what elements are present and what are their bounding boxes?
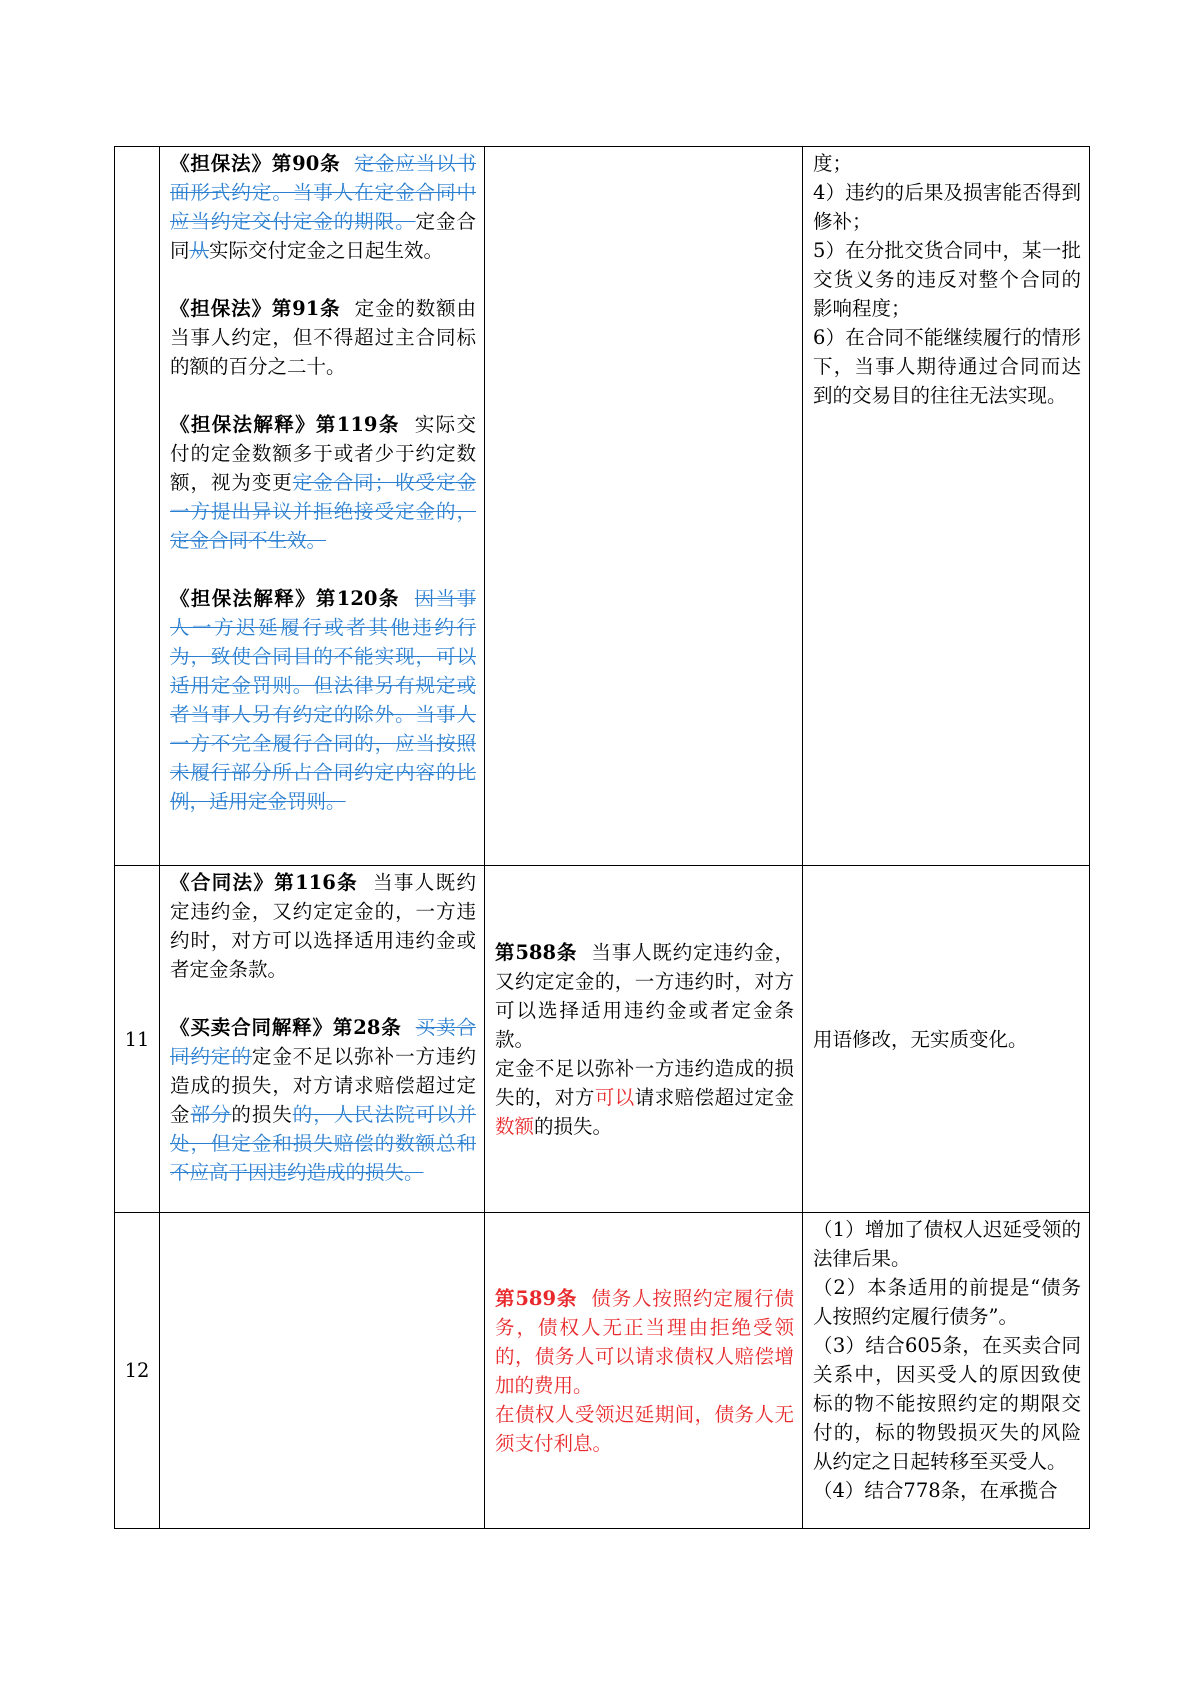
old-article-paragraph: 《担保法解释》第119条 实际交付的定金数额多于或者少于约定数额，视为变更定金合同；收受定金一方提出异议并拒绝接受定金的，定金合同不生效。 (170, 413, 476, 552)
old-article-paragraph: 《买卖合同解释》第28条 买卖合同约定的定金不足以弥补一方违约造成的损失，对方请求赔偿超过定金部分的损失的，人民法院可以并处，但定金和损失赔偿的数额总和不应高于因违约造成的损失。 (170, 1016, 476, 1184)
article-title: 第588条 (495, 940, 578, 964)
note-line: 6）在合同不能继续履行的情形下，当事人期待通过合同而达到的交易目的往往无法实现。 (813, 326, 1081, 407)
inserted-text: 数额 (495, 1114, 535, 1138)
note-line: （4）结合778条，在承揽合 (813, 1479, 1058, 1502)
row-number-cell (115, 866, 160, 1213)
old-article-paragraph: 《担保法》第91条 定金的数额由当事人约定，但不得超过主合同标的额的百分之二十。 (170, 297, 476, 378)
deleted-text: 买卖合同约定的 (170, 1016, 476, 1068)
table-row (115, 866, 1090, 1213)
old-article-paragraph: 《担保法》第90条 定金应当以书面形式约定。当事人在定金合同中应当约定交付定金的期限。定金合同从实际交付定金之日起生效。 (170, 152, 476, 262)
new-article-paragraph: 第588条 当事人既约定违约金，又约定定金的，一方违约时，对方可以选择适用违约金或者定金条款。 (495, 940, 794, 1051)
new-law-cell (485, 147, 803, 866)
note-line: 度； (813, 152, 853, 175)
old-law-cell (160, 1213, 485, 1529)
new-article-paragraph: 在债权人受领迟延期间，债务人无须支付利息。 (495, 1402, 794, 1455)
old-article-paragraph (170, 584, 476, 816)
new-law-cell (485, 1213, 803, 1529)
article-title: 《担保法解释》第120条 (170, 587, 400, 610)
row-number: 11 (124, 1027, 150, 1051)
row-number-cell (115, 147, 160, 866)
article-title: 《合同法》第116条 (170, 871, 358, 894)
table-row (115, 147, 1090, 866)
new-law-cell (485, 866, 803, 1213)
article-title: 《担保法解释》第119条 (170, 413, 400, 436)
note-cell (803, 866, 1090, 1213)
note-cell (803, 147, 1090, 866)
note-line: （2）本条适用的前提是“债务人按照约定履行债务”。 (813, 1276, 1081, 1328)
article-title: 《买卖合同解释》第28条 (170, 1016, 402, 1039)
note-line: （1）增加了债权人迟延受领的法律后果。 (813, 1218, 1081, 1270)
new-article-paragraph: 定金不足以弥补一方违约造成的损失的，对方可以请求赔偿超过定金数额的损失。 (495, 1056, 794, 1138)
new-article-paragraph: 第589条 债务人按照约定履行债务，债权人无正当理由拒绝受领的，债务人可以请求债权人赔偿增加的费用。 (495, 1286, 794, 1397)
old-law-cell (160, 866, 485, 1213)
old-law-cell (160, 147, 485, 866)
article-title: 《担保法》第90条 (170, 152, 341, 175)
note-cell (803, 1213, 1090, 1529)
inserted-text: 可以 (594, 1085, 635, 1109)
note-line: 5）在分批交货合同中，某一批交货义务的违反对整个合同的影响程度； (813, 239, 1081, 320)
deleted-text: 定金合同；收受定金一方提出异议并拒绝接受定金的，定金合同不生效。 (170, 471, 476, 552)
note-line: （3）结合605条，在买卖合同关系中，因买受人的原因致使标的物不能按照约定的期限交付的，标的物毁损灭失的风险从约定之日起转移至买受人。 (813, 1334, 1081, 1473)
note-line: 4）违约的后果及损害能否得到修补； (813, 181, 1081, 233)
table-row (115, 1213, 1090, 1529)
article-title: 第589条 (495, 1286, 578, 1310)
article-title: 《担保法》第91条 (170, 297, 341, 320)
note-text: 用语修改，无实质变化。 (813, 1027, 1028, 1051)
deleted-text: 定金应当以书面形式约定。当事人在定金合同中应当约定交付定金的期限。 (170, 152, 476, 233)
comparison-table (114, 146, 1090, 1529)
deleted-text: 因当事人一方迟延履行或者其他违约行为，致使合同目的不能实现，可以适用定金罚则。但法律另有规定或者当事人另有约定的除外。当事人一方不完全履行合同的，应当按照未履行部分所占合同约定内容的比例，适用定金罚则。 (170, 587, 476, 813)
old-article-paragraph: 《合同法》第116条 当事人既约定违约金，又约定定金的，一方违约时，对方可以选择适用违约金或者定金条款。 (170, 871, 476, 981)
row-number-cell (115, 1213, 160, 1529)
row-number: 12 (124, 1359, 150, 1382)
